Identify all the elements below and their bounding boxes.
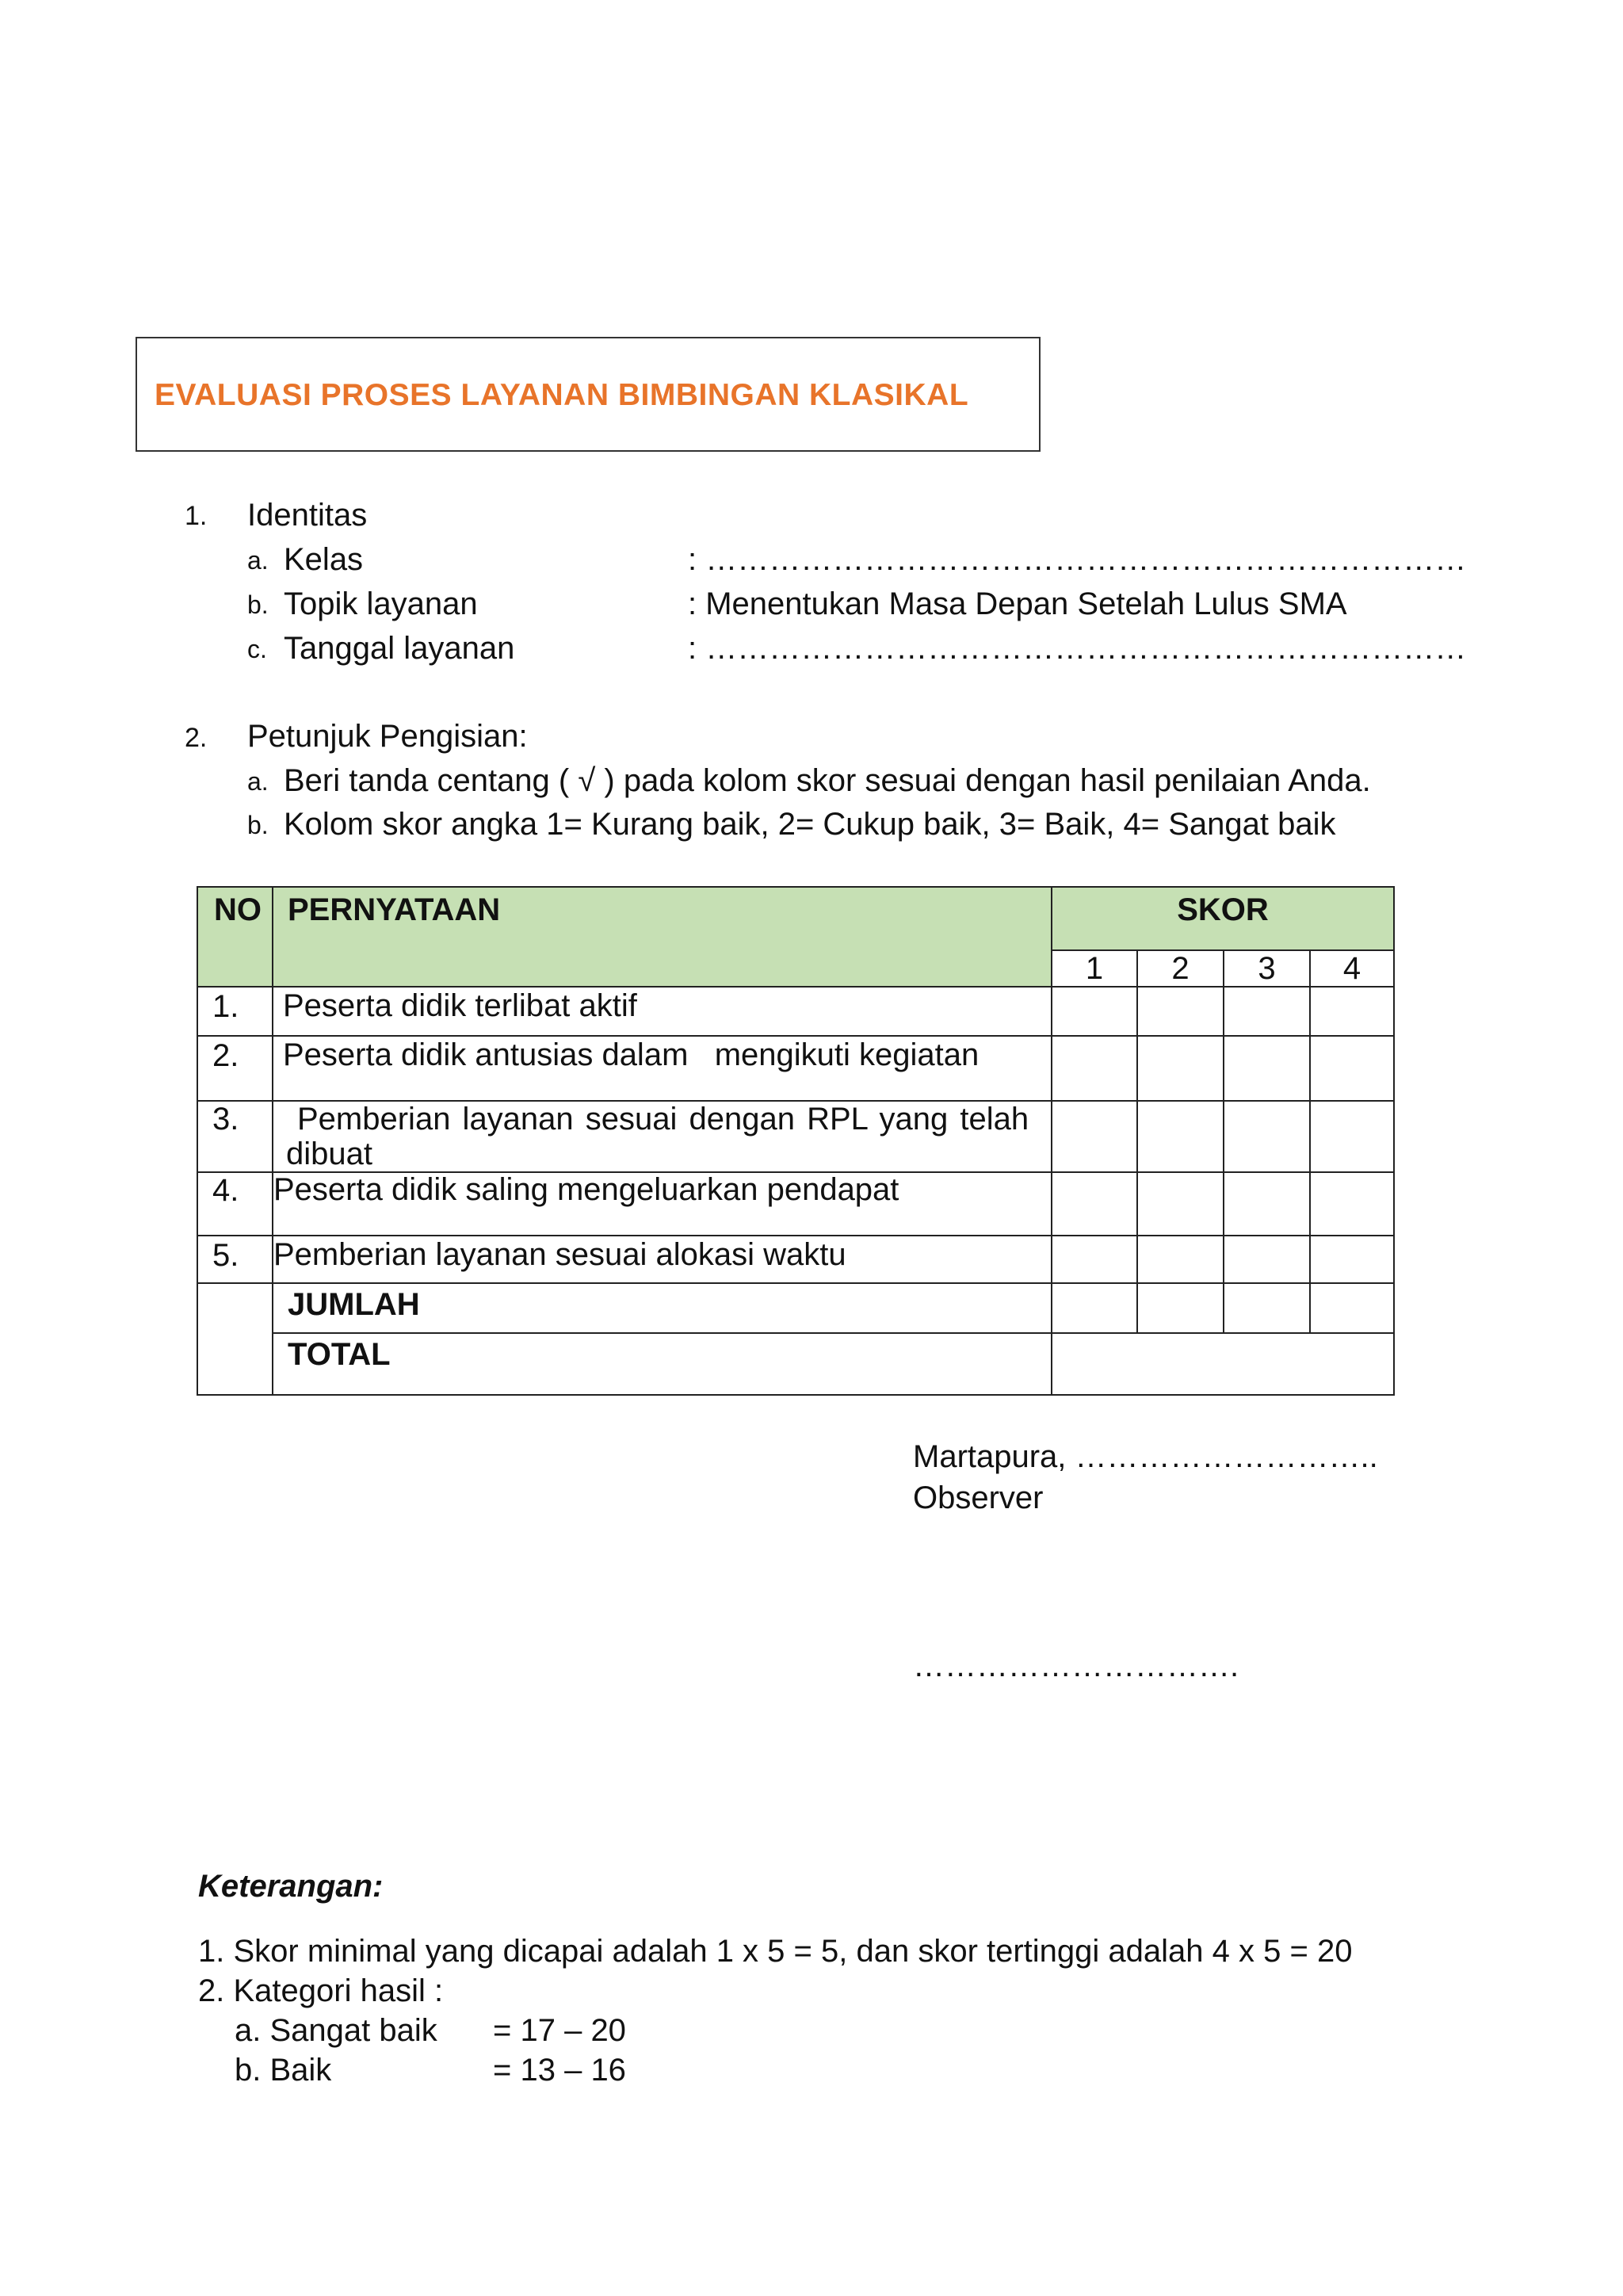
title-box bbox=[136, 337, 1041, 452]
jumlah-cell[interactable] bbox=[1052, 1283, 1137, 1333]
table-row bbox=[197, 1236, 1394, 1283]
jumlah-label: JUMLAH bbox=[273, 1283, 1052, 1333]
score-cell[interactable] bbox=[1224, 1036, 1310, 1101]
score-cell[interactable] bbox=[1052, 1101, 1137, 1172]
score-cell[interactable] bbox=[1224, 1236, 1310, 1283]
header-no: NO bbox=[197, 887, 273, 987]
row-statement-line1: Pemberian layanan sesuai dengan RPL yang telah bbox=[297, 1102, 1029, 1137]
jumlah-cell[interactable] bbox=[1224, 1283, 1310, 1333]
jumlah-cell[interactable] bbox=[1310, 1283, 1394, 1333]
row-number: 4. bbox=[197, 1172, 273, 1236]
score-cell[interactable] bbox=[1052, 1172, 1137, 1236]
row-statement-line2: dibuat bbox=[286, 1137, 372, 1171]
row-statement: Peserta didik saling mengeluarkan pendapat bbox=[273, 1172, 1052, 1236]
score-cell[interactable] bbox=[1052, 1236, 1137, 1283]
row-number: 1. bbox=[197, 987, 273, 1036]
identity-kelas-value: : ……………………………………………………………… bbox=[688, 542, 1467, 577]
row-statement: Peserta didik antusias dalam mengikuti kegiatan bbox=[273, 1036, 1052, 1101]
score-cell[interactable] bbox=[1310, 1036, 1394, 1101]
score-cell[interactable] bbox=[1137, 1036, 1224, 1101]
score-cell[interactable] bbox=[1224, 1172, 1310, 1236]
score-cell[interactable] bbox=[1224, 1101, 1310, 1172]
evaluation-table bbox=[197, 886, 1395, 1396]
identity-topik-value: : Menentukan Masa Depan Setelah Lulus SMA bbox=[688, 586, 1347, 621]
table-row bbox=[197, 1036, 1394, 1101]
category-sangat-baik-label: a. Sangat baik bbox=[235, 2013, 437, 2048]
score-cell[interactable] bbox=[1052, 1036, 1137, 1101]
section1-heading: Identitas bbox=[247, 498, 368, 533]
score-cell[interactable] bbox=[1137, 1172, 1224, 1236]
signature-name-line: …………………………. bbox=[913, 1648, 1239, 1683]
row-number: 2. bbox=[197, 1036, 273, 1101]
header-score-3: 3 bbox=[1224, 950, 1310, 987]
total-label: TOTAL bbox=[273, 1333, 1052, 1395]
jumlah-row bbox=[197, 1283, 1394, 1333]
category-baik-label: b. Baik bbox=[235, 2053, 332, 2088]
signature-role: Observer bbox=[913, 1480, 1044, 1515]
header-score-1: 1 bbox=[1052, 950, 1137, 987]
instruction-b-text: Kolom skor angka 1= Kurang baik, 2= Cukup baik, 3= Baik, 4= Sangat baik bbox=[284, 807, 1336, 842]
score-cell[interactable] bbox=[1310, 1101, 1394, 1172]
score-cell[interactable] bbox=[1137, 1236, 1224, 1283]
section2-heading: Petunjuk Pengisian: bbox=[247, 719, 528, 754]
identity-topik-letter: b. bbox=[247, 590, 269, 619]
score-cell[interactable] bbox=[1310, 1172, 1394, 1236]
score-cell[interactable] bbox=[1137, 1101, 1224, 1172]
score-cell[interactable] bbox=[1224, 987, 1310, 1036]
keterangan-title: Keterangan: bbox=[198, 1869, 384, 1904]
table-row bbox=[197, 987, 1394, 1036]
identity-kelas-label: Kelas bbox=[284, 542, 364, 577]
score-cell[interactable] bbox=[1310, 987, 1394, 1036]
total-cell[interactable] bbox=[1052, 1333, 1394, 1395]
row-number: 3. bbox=[197, 1101, 273, 1172]
row-statement: Pemberian layanan sesuai alokasi waktu bbox=[273, 1236, 1052, 1283]
total-row bbox=[197, 1333, 1394, 1395]
keterangan-line2: 2. Kategori hasil : bbox=[198, 1973, 444, 2008]
header-score: SKOR bbox=[1052, 887, 1394, 950]
document-title: EVALUASI PROSES LAYANAN BIMBINGAN KLASIKAL bbox=[155, 378, 969, 412]
score-cell[interactable] bbox=[1310, 1236, 1394, 1283]
row-statement bbox=[273, 1101, 1052, 1172]
score-cell[interactable] bbox=[1137, 987, 1224, 1036]
table-row bbox=[197, 1101, 1394, 1172]
category-sangat-baik-range: = 17 – 20 bbox=[493, 2013, 626, 2048]
identity-tanggal-label: Tanggal layanan bbox=[284, 631, 515, 666]
header-score-4: 4 bbox=[1310, 950, 1394, 987]
identity-kelas-letter: a. bbox=[247, 546, 269, 575]
identity-tanggal-letter: c. bbox=[247, 635, 267, 663]
instruction-a-letter: a. bbox=[247, 767, 269, 796]
summary-no-cell bbox=[197, 1283, 273, 1395]
instruction-b-letter: b. bbox=[247, 811, 269, 839]
score-cell[interactable] bbox=[1052, 987, 1137, 1036]
jumlah-cell[interactable] bbox=[1137, 1283, 1224, 1333]
signature-place-date: Martapura, ……………………….. bbox=[913, 1439, 1378, 1474]
category-baik-range: = 13 – 16 bbox=[493, 2053, 626, 2088]
row-statement: Peserta didik terlibat aktif bbox=[273, 987, 1052, 1036]
table-row bbox=[197, 1172, 1394, 1236]
row-number: 5. bbox=[197, 1236, 273, 1283]
section2-number: 2. bbox=[185, 723, 208, 753]
keterangan-line1: 1. Skor minimal yang dicapai adalah 1 x 5 = 5, dan skor tertinggi adalah 4 x 5 = 20 bbox=[198, 1934, 1353, 1969]
identity-tanggal-value: : ……………………………………………………………… bbox=[688, 631, 1467, 666]
header-statement: PERNYATAAN bbox=[273, 887, 1052, 987]
header-score-2: 2 bbox=[1137, 950, 1224, 987]
instruction-a-text: Beri tanda centang ( √ ) pada kolom skor sesuai dengan hasil penilaian Anda. bbox=[284, 763, 1371, 798]
identity-topik-label: Topik layanan bbox=[284, 586, 478, 621]
section1-number: 1. bbox=[185, 501, 208, 531]
